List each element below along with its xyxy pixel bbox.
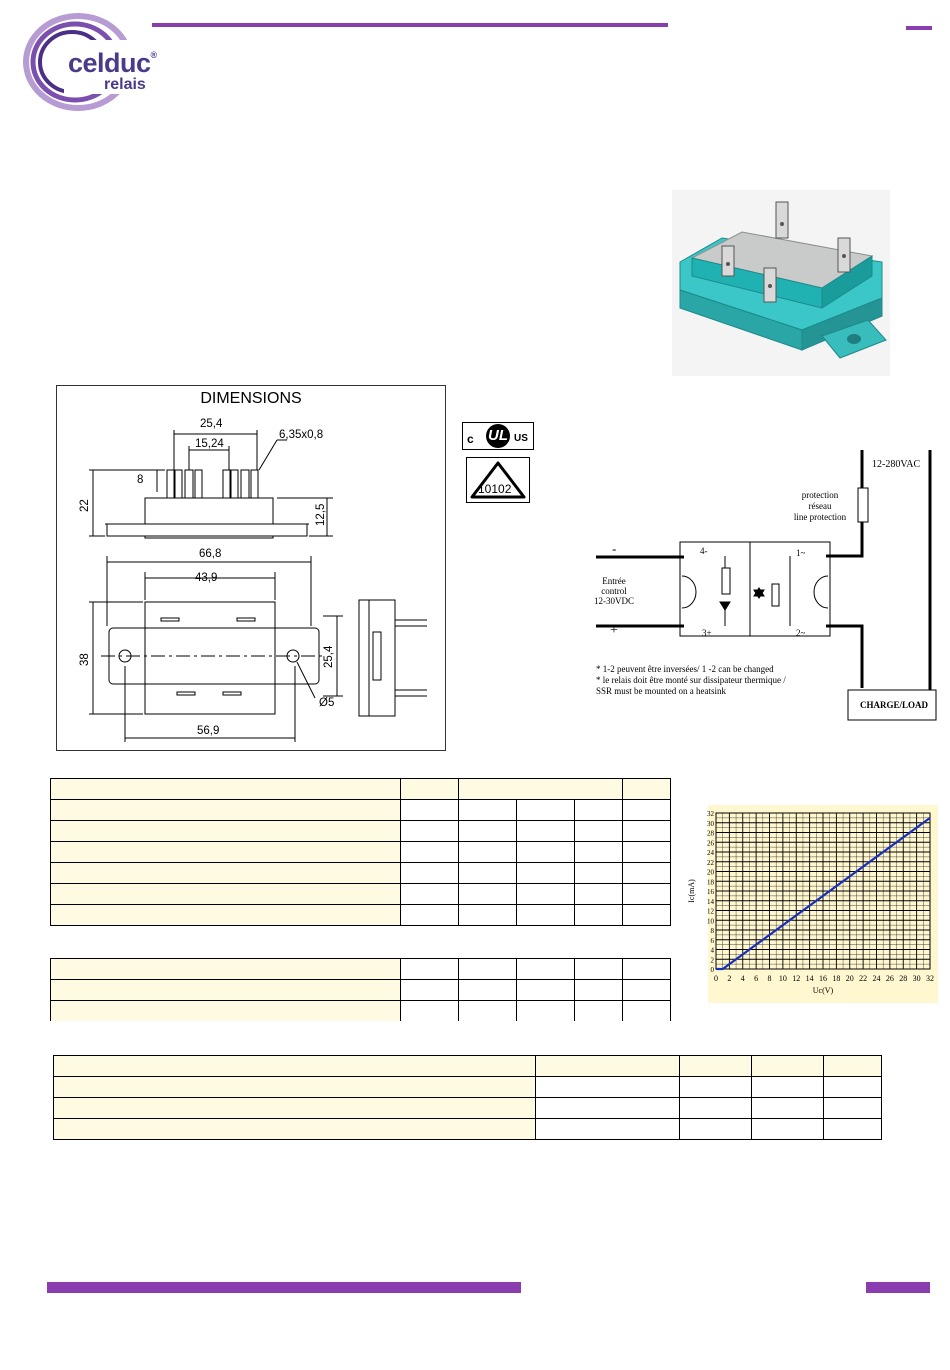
chart-y-tick-label: 10 <box>707 917 714 926</box>
dimensions-lines <box>57 386 445 750</box>
dim-38: 38 <box>79 653 91 666</box>
table-row <box>51 884 671 905</box>
protection-label-2: réseau <box>808 501 832 511</box>
table-row <box>51 821 671 842</box>
table-row <box>54 1056 882 1077</box>
product-photo <box>672 190 890 376</box>
chart-x-tick-label: 26 <box>885 974 894 983</box>
chart-x-tick-label: 28 <box>899 974 908 983</box>
note-3: SSR must be mounted on a heatsink <box>596 686 726 696</box>
dim-25-4-side: 25,4 <box>323 645 335 668</box>
spec-table-output <box>50 958 671 1021</box>
chart-y-tick-label: 30 <box>707 819 714 828</box>
vde-certification-mark <box>466 457 530 503</box>
brand-logo <box>20 10 160 110</box>
note-1: * 1-2 peuvent être inversées/ 1 -2 can be changed <box>596 664 774 674</box>
dim-25-4-top: 25,4 <box>200 418 223 430</box>
table-row <box>51 863 671 884</box>
pin-1: 1~ <box>796 548 806 558</box>
table-row <box>51 1001 671 1022</box>
chart-y-tick-label: 8 <box>710 927 714 935</box>
dim-22: 22 <box>79 499 91 512</box>
chart-x-tick-label: 12 <box>792 974 801 983</box>
load-label: CHARGE/LOAD <box>860 700 929 710</box>
supply-voltage-label: 12-280VAC <box>872 459 921 470</box>
brand-name: celduc <box>68 48 151 78</box>
protection-label-3: line protection <box>793 512 847 522</box>
chart-y-tick-label: 32 <box>707 810 714 818</box>
chart-y-tick-label: 24 <box>707 849 714 857</box>
chart-x-tick-label: 14 <box>805 974 814 983</box>
table-row <box>54 1077 882 1098</box>
chart-x-tick-label: 0 <box>714 974 718 983</box>
chart-y-tick-label: 22 <box>707 858 714 867</box>
input-minus: - <box>612 541 617 556</box>
input-label-3: 12-30VDC <box>594 596 634 606</box>
chart-y-tick-label: 12 <box>707 907 714 916</box>
chart-y-axis-label: Ic(mA) <box>687 879 696 903</box>
dim-66-8: 66,8 <box>199 548 222 560</box>
chart-x-tick-label: 18 <box>832 974 841 983</box>
dim-12-5: 12,5 <box>315 503 327 526</box>
top-right-accent-bar <box>906 26 932 30</box>
spec-table-control <box>50 778 671 926</box>
table-row <box>54 1119 882 1140</box>
chart-y-tick-label: 20 <box>707 868 714 877</box>
chart-y-tick-label: 28 <box>707 829 714 838</box>
ic-uc-chart <box>687 805 938 1003</box>
chart-x-tick-label: 30 <box>912 974 921 983</box>
vde-number: 10102 <box>478 482 512 496</box>
dim-5: Ø5 <box>319 697 335 709</box>
table-row <box>51 959 671 980</box>
pin-4: 4- <box>700 546 708 556</box>
pin-2: 2~ <box>796 628 806 638</box>
top-accent-bar <box>152 23 668 27</box>
dim-6-35: 6,35x0,8 <box>279 429 324 441</box>
table-row <box>51 905 671 926</box>
ul-certification-mark <box>462 422 534 450</box>
chart-y-tick-label: 0 <box>710 966 714 974</box>
chart-y-tick-label: 6 <box>710 936 714 945</box>
wiring-diagram <box>590 450 940 725</box>
protection-label-1: protection <box>801 490 839 500</box>
spec-table-general <box>53 1055 882 1140</box>
chart-x-tick-label: 20 <box>845 974 854 983</box>
dimensions-title: DIMENSIONS <box>200 390 302 407</box>
ul-logo-text: UL <box>488 427 508 444</box>
chart-x-tick-label: 32 <box>926 974 934 983</box>
table-row <box>51 980 671 1001</box>
chart-x-tick-label: 10 <box>778 974 787 983</box>
chart-x-tick-label: 4 <box>740 974 745 983</box>
chart-canvas <box>687 805 938 1003</box>
chart-y-tick-label: 26 <box>707 839 714 848</box>
dim-8: 8 <box>137 474 144 486</box>
input-label-1: Entrée <box>602 576 626 586</box>
ul-us: US <box>514 433 528 444</box>
registered-mark: ® <box>150 50 157 60</box>
chart-y-tick-label: 14 <box>707 897 714 906</box>
note-2: * le relais doit être monté sur dissipateur thermique / <box>596 675 786 685</box>
bottom-accent-bar <box>47 1282 521 1293</box>
bottom-right-accent-bar <box>866 1282 930 1293</box>
chart-x-tick-label: 6 <box>754 974 759 983</box>
pin-3: 3+ <box>702 628 712 638</box>
input-label-2: control <box>601 586 627 596</box>
chart-x-tick-label: 24 <box>872 974 881 983</box>
dim-43-9: 43,9 <box>195 572 218 584</box>
chart-x-tick-label: 16 <box>819 974 827 983</box>
brand-subtitle: relais <box>104 76 146 93</box>
chart-x-tick-label: 8 <box>767 974 772 983</box>
chart-y-tick-label: 16 <box>707 888 714 896</box>
table-row <box>51 842 671 863</box>
dimensions-drawing <box>56 385 446 751</box>
table-row <box>54 1098 882 1119</box>
chart-y-tick-label: 2 <box>710 956 714 965</box>
chart-x-axis-label: Uc(V) <box>812 986 834 995</box>
input-plus: + <box>610 623 618 638</box>
chart-y-tick-label: 18 <box>707 878 714 887</box>
ul-c: c <box>467 432 474 446</box>
chart-x-tick-label: 2 <box>727 974 732 983</box>
table-row <box>51 779 671 800</box>
dim-56-9: 56,9 <box>197 725 220 737</box>
dim-15-24: 15,24 <box>195 438 224 450</box>
chart-x-tick-label: 22 <box>859 974 868 983</box>
chart-y-tick-label: 4 <box>710 946 714 955</box>
table-row <box>51 800 671 821</box>
